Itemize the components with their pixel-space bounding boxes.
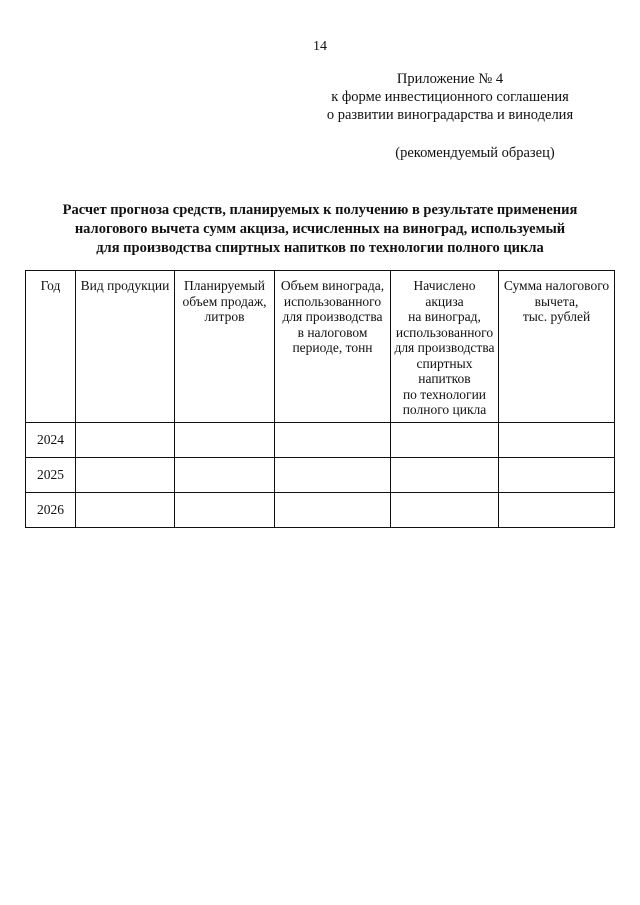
appendix-block <box>300 70 600 124</box>
document-title <box>30 201 610 258</box>
sample-note: (рекомендуемый образец) <box>395 145 555 161</box>
appendix-line-3: о развитии виноградарства и виноделия <box>326 107 574 123</box>
cell-empty <box>391 493 499 528</box>
table-row <box>26 458 615 493</box>
cell-empty <box>76 458 175 493</box>
title-line-3: для производства спиртных напитков по технологии полного цикла <box>96 240 544 256</box>
title-line-2: налогового вычета сумм акциза, исчисленных на виноград, используемый <box>74 221 566 237</box>
header-planned-sales: Планируемый объем продаж, литров <box>175 271 275 423</box>
title-line-1: Расчет прогноза средств, планируемых к получению в результате применения <box>62 202 578 218</box>
cell-empty <box>175 423 275 458</box>
table-row <box>26 493 615 528</box>
row-year: 2025 <box>26 458 76 493</box>
header-grape-volume: Объем винограда, использованного для производства в налоговом периоде, тонн <box>275 271 391 423</box>
appendix-line-2: к форме инвестиционного соглашения <box>331 89 569 105</box>
cell-empty <box>175 458 275 493</box>
cell-empty <box>76 493 175 528</box>
header-product-type: Вид продукции <box>76 271 175 423</box>
header-tax-deduction: Сумма налогового вычета, тыс. рублей <box>499 271 615 423</box>
cell-empty <box>275 458 391 493</box>
header-excise-accrued: Начислено акциза на виноград, использованного для производства спиртных напитков по технологии полного цикла <box>391 271 499 423</box>
cell-empty <box>499 458 615 493</box>
cell-empty <box>391 423 499 458</box>
page-number: 14 <box>313 39 327 54</box>
forecast-table <box>25 270 615 528</box>
table-header-row <box>26 271 615 423</box>
cell-empty <box>499 423 615 458</box>
appendix-line-1: Приложение № 4 <box>396 71 504 87</box>
cell-empty <box>391 458 499 493</box>
header-year: Год <box>26 271 76 423</box>
cell-empty <box>275 493 391 528</box>
cell-empty <box>275 423 391 458</box>
row-year: 2026 <box>26 493 76 528</box>
cell-empty <box>175 493 275 528</box>
cell-empty <box>76 423 175 458</box>
row-year: 2024 <box>26 423 76 458</box>
cell-empty <box>499 493 615 528</box>
table-row <box>26 423 615 458</box>
